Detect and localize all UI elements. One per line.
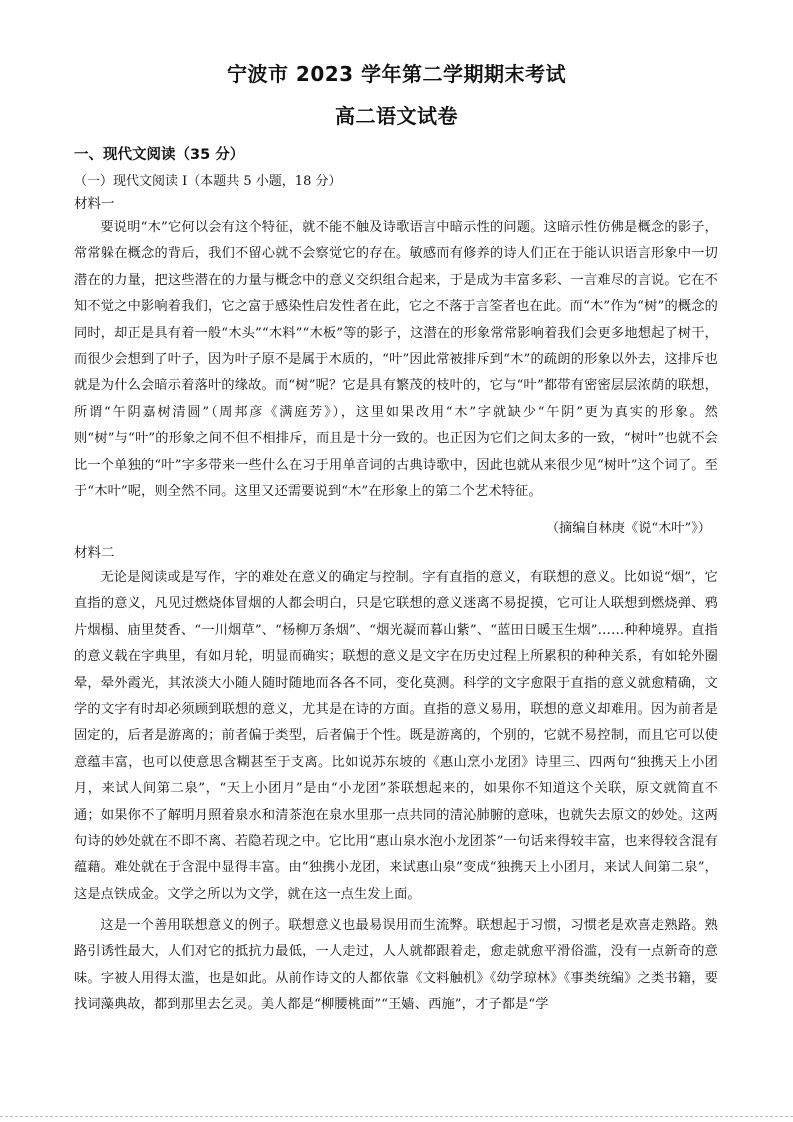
material-two-paragraph-2: 这是一个善用联想意义的例子。联想意义也最易误用而生流弊。联想起于习惯，习惯老是欢喜走熟路。熟路引诱性最大，人们对它的抵抗力最低，一人走过，人人就都跟着走，愈走就愈平滑俗滥，没有一点新奇的意味。字被人用得太滥，也是如此。从前作诗文的人都依靠《文料触机》《幼学琼林》《事类统编》之类书籍，要找词藻典故，都到那里去乞灵。美人都是“柳腰桃面”“王嫱、西施”，才子都是“学 [74,918,718,1013]
exam-title: 宁波市 2023 学年第二学期期末考试 [226,62,567,86]
exam-subtitle: 高二语文试卷 [335,104,458,128]
material-two-paragraph-1: 无论是阅读或是写作，字的难处在意义的确定与控制。字有直指的意义，有联想的意义。比如说“烟”，它直指的意义，凡见过燃烧体冒烟的人都会明白，只是它联想的意义迷离不易捉摸，它可让人联想到燃烧弹、鸦片烟榻、庙里焚香、“一川烟草”、“杨柳万条烟”、“烟光凝而暮山紫”、“蓝田日暖玉生烟”……种种境界。直指的意义载在字典里，有如月轮，明显而确实；联想的意义是文字在历史过程上所累积的种种关系，有如轮外圈晕，晕外霞光，其浓淡大小随人随时随地而各各不同，变化莫测。科学的文字愈限于直指的意义就愈精确，文学的文字有时却必须顾到联想的意义，尤其是在诗的方面。直指的意义易用，联想的意义却难用。因为前者是固定的，后者是游离的；前者偏于类型，后者偏于个性。既是游离的，个别的，它就不易控制，而且它可以使意蕴丰富，也可以使意思含糊甚至于支离。比如说苏东坡的《惠山烹小龙团》诗里三、四两句“独携天上小团月，来试人间第二泉”，“天上小团月”是由“小龙团”茶联想起来的，如果你不知道这个关联，原文就简直不通；如果你不了解明月照着泉水和清茶泡在泉水里那一点共同的清沁肺腑的意味，也就失去原文的妙处。这两句诗的妙处就在不即不离、若隐若现之中。它比用“惠山泉水泡小龙团茶”一句话来得较丰富，也来得较含混有蕴藉。难处就在于含混中显得丰富。由“独携小龙团，来试惠山泉”变成“独携天上小团月，来试人间第二泉”，这是点铁成金。文学之所以为文学，就在这一点生发上面。 [74,570,718,902]
material-two-label: 材料二 [74,545,115,561]
section-heading: 一、现代文阅读（35 分） [74,147,245,163]
material-one-label: 材料一 [74,196,115,212]
material-one-source: （摘编自林庚《说“木叶”》） [545,521,711,536]
sub-section-heading: （一）现代文阅读 I（本题共 5 小题，18 分） [74,174,342,189]
footer-divider [0,1116,793,1117]
material-one-paragraph: 要说明“木”它何以会有这个特征，就不能不触及诗歌语言中暗示性的问题。这暗示性仿佛是概念的影子，常常躲在概念的背后，我们不留心就不会察觉它的存在。敏感而有修养的诗人们正在于能认识语言形象中一切潜在的力量，把这些潜在的力量与概念中的意义交织组合起来，于是成为丰富多彩、一言难尽的言说。它在不知不觉之中影响着我们，它之富于感染性启发性者在此，它之不落于言筌者也在此。而“木”作为“树”的概念的同时，却正是具有着一般“木头”“木料”“木板”等的影子，这潜在的形象常常影响着我们会更多地想起了树干，而很少会想到了叶子，因为叶子原不是属于木质的，“叶”因此常被排斥到“木”的疏朗的形象以外去，这排斥也就是为什么会暗示着落叶的缘故。而“树”呢？它是具有繁茂的枝叶的，它与“叶”都带有密密层层浓荫的联想，所谓“午阴嘉树清圆”（周邦彦《满庭芳》），这里如果改用“木”字就缺少“午阴”更为真实的形象。然则“树”与“叶”的形象之间不但不相排斥，而且是十分一致的。也正因为它们之间太多的一致，“树叶”也就不会比一个单独的“叶”字多带来一些什么在习于用单音词的古典诗歌中，因此也就从来很少见“树叶”这个词了。至于“木叶”呢，则全然不同。这里又还需要说到“木”在形象上的第二个艺术特征。 [74,220,718,500]
